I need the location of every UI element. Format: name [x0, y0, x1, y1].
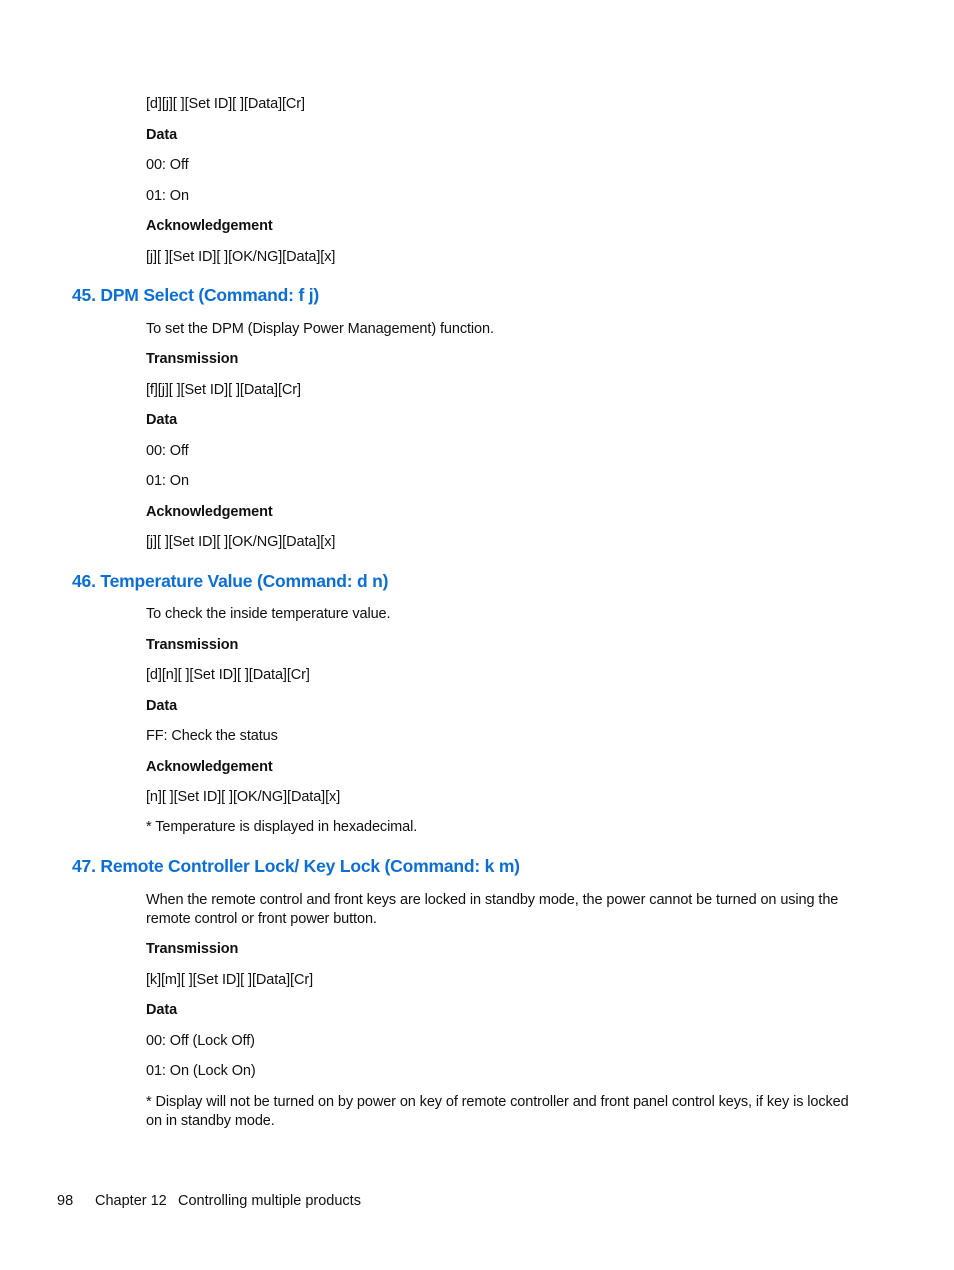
section-heading-46: 46. Temperature Value (Command: d n)	[72, 571, 389, 591]
section-heading-47: 47. Remote Controller Lock/ Key Lock (Command: k m)	[72, 856, 520, 876]
section-heading-45: 45. DPM Select (Command: f j)	[72, 285, 320, 305]
transmission-label: Transmission	[146, 351, 239, 367]
note: * Temperature is displayed in hexadecimal.	[146, 819, 418, 835]
data-label: Data	[146, 698, 178, 714]
ack-line: [j][ ][Set ID][ ][OK/NG][Data][x]	[146, 534, 336, 550]
data-label: Data	[146, 412, 178, 428]
transmission-line: [d][n][ ][Set ID][ ][Data][Cr]	[146, 667, 310, 683]
ack-line: [n][ ][Set ID][ ][OK/NG][Data][x]	[146, 789, 341, 805]
data-value: FF: Check the status	[146, 728, 278, 744]
section-description: To check the inside temperature value.	[146, 606, 391, 622]
transmission-label: Transmission	[146, 941, 239, 957]
section-description: To set the DPM (Display Power Management) function.	[146, 321, 494, 337]
footer-chapter-title: Controlling multiple products	[178, 1193, 361, 1209]
data-value: 00: Off (Lock Off)	[146, 1033, 255, 1049]
ack-label: Acknowledgement	[146, 504, 273, 520]
transmission-line: [k][m][ ][Set ID][ ][Data][Cr]	[146, 972, 314, 988]
data-label: Data	[146, 127, 178, 143]
footer-chapter: Chapter 12	[95, 1193, 167, 1209]
data-value: 01: On (Lock On)	[146, 1063, 256, 1079]
data-label: Data	[146, 1002, 178, 1018]
command-line: [d][j][ ][Set ID][ ][Data][Cr]	[146, 96, 305, 112]
data-value: 00: Off	[146, 157, 189, 173]
ack-label: Acknowledgement	[146, 218, 273, 234]
transmission-line: [f][j][ ][Set ID][ ][Data][Cr]	[146, 382, 301, 398]
data-value: 00: Off	[146, 443, 189, 459]
section-description: When the remote control and front keys are locked in standby mode, the power cannot be turned on using the remote control or front power button.	[146, 892, 839, 927]
data-value: 01: On	[146, 473, 189, 489]
ack-line: [j][ ][Set ID][ ][OK/NG][Data][x]	[146, 249, 336, 265]
note: * Display will not be turned on by power on key of remote controller and front panel control keys, if key is locked on in standby mode.	[146, 1094, 849, 1129]
ack-label: Acknowledgement	[146, 759, 273, 775]
page-number: 98	[57, 1193, 74, 1209]
data-value: 01: On	[146, 188, 189, 204]
transmission-label: Transmission	[146, 637, 239, 653]
